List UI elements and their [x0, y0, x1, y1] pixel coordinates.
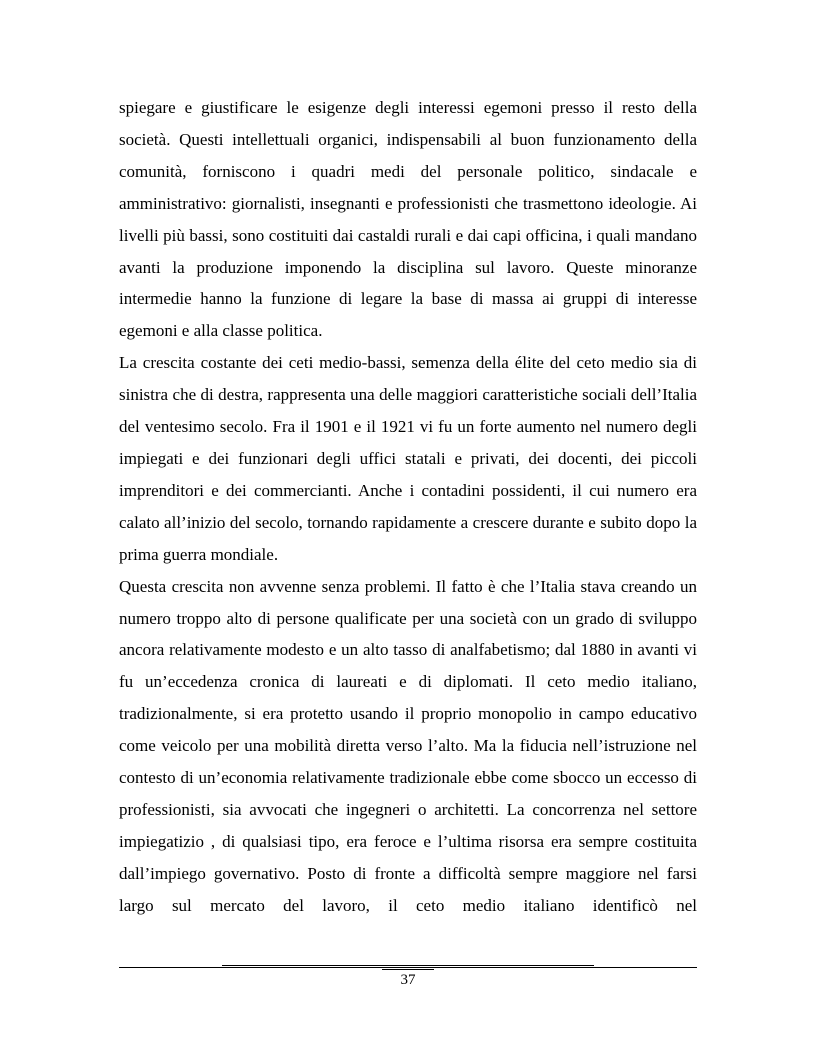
footer-rule-outer: [119, 967, 697, 968]
paragraph-2: La crescita costante dei ceti medio-bassi, semenza della élite del ceto medio sia di sinistra che di destra, rappresenta una delle maggiori caratteristiche sociali dell’Italia del ventesimo secolo. Fra il 1901 e il 1921 vi fu un forte aumento nel numero degli impiegati e dei funzionari degli uffici statali e privati, dei docenti, dei piccoli imprenditori e dei commercianti. Anche i contadini possidenti, il cui numero era calato all’inizio del secolo, tornando rapidamente a crescere durante e subito dopo la prima guerra mondiale.: [119, 353, 697, 564]
footer-rule-inner: [222, 965, 594, 966]
paragraph-1: spiegare e giustificare le esigenze degli interessi egemoni presso il resto della società. Questi intellettuali organici, indispensabili al buon funzionamento della comunità, forniscono i quadri medi del personale politico, sindacale e amministrativo: giornalisti, insegnanti e professionisti che trasmettono ideologie. Ai livelli più bassi, sono costituiti dai castaldi rurali e dai capi officina, i quali mandano avanti la produzione imponendo la disciplina sul lavoro. Queste minoranze intermedie hanno la funzione di legare la base di massa ai gruppi di interesse egemoni e alla classe politica.: [119, 98, 697, 341]
paragraph-3: Questa crescita non avvenne senza problemi. Il fatto è che l’Italia stava creando un numero troppo alto di persone qualificate per una società con un grado di sviluppo ancora relativamente modesto e un alto tasso di analfabetismo; dal 1880 in avanti vi fu un’eccedenza cronica di laureati e di diplomati. Il ceto medio italiano, tradizionalmente, si era protetto usando il proprio monopolio in campo educativo come veicolo per una mobilità diretta verso l’alto. Ma la fiducia nell’istruzione nel contesto di un’economia relativamente tradizionale ebbe come sbocco un eccesso di professionisti, sia avvocati che ingegneri o architetti. La concorrenza nel settore impiegatizio , di qualsiasi tipo, era feroce e l’ultima risorsa era sempre costituita dall’impiego governativo. Posto di fronte a difficoltà sempre maggiore nel farsi largo sul mercato del lavoro, il ceto medio italiano identificò nel: [119, 576, 697, 915]
body-text: [119, 92, 697, 922]
page-number: 37: [382, 969, 434, 990]
